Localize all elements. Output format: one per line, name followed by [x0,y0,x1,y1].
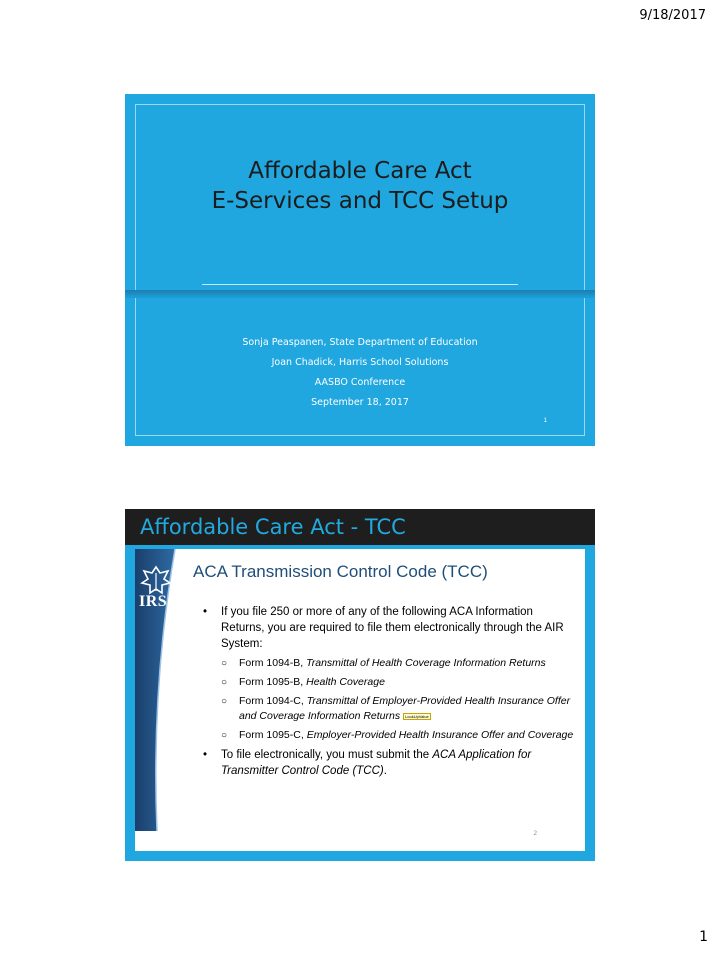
form-description: Transmittal of Employer-Provided Health Insurance Offer and Coverage Information Returns [239,695,571,722]
form-list-item [203,728,575,743]
lookup-tag: LookUpValue [405,713,429,719]
slide-title [125,156,595,216]
presenter-1: Sonja Peaspanen, State Department of Education [242,337,478,348]
screenshot-heading: ACA Transmission Control Code (TCC) [193,562,488,581]
bullet-dot-icon: • [203,606,208,618]
form-list-item [203,656,575,671]
form-description: Employer-Provided Health Insurance Offer and Coverage [306,729,574,741]
page-number: 1 [699,929,708,945]
bullet-item [203,604,575,652]
slide-number: 1 [543,418,547,424]
conference-name: AASBO Conference [314,377,406,388]
circle-bullet-icon: ○ [221,677,228,688]
form-name: Form 1095-B, [239,676,307,688]
title-rule [202,284,518,285]
slide-header-title: Affordable Care Act - TCC [140,515,406,539]
page-date: 9/18/2017 [639,8,706,23]
bullet-text-italic: ACA Application for Transmitter Control Code (TCC) [221,749,532,777]
form-name: Form 1094-C, [239,695,307,707]
form-name: Form 1094-B, [239,657,307,669]
circle-bullet-icon: ○ [221,658,228,669]
presenter-2: Joan Chadick, Harris School Solutions [271,357,449,368]
slide-title-line-2: E-Services and TCC Setup [211,188,509,214]
bullet-text-suffix: . [383,765,387,777]
form-description: Health Coverage [306,676,385,688]
slide-header [125,509,595,545]
bullet-text-prefix: To file electronically, you must submit the [221,749,433,761]
bullet-dot-icon: • [203,749,208,761]
circle-bullet-icon: ○ [221,730,228,741]
form-list-item [203,694,575,724]
slide-number: 2 [533,831,537,837]
irs-logo-text: IRS [139,593,168,610]
form-name: Form 1095-C, [239,729,307,741]
conference-date: September 18, 2017 [311,397,409,408]
embedded-screenshot [135,549,585,851]
title-slide [125,94,595,446]
form-list [203,656,575,743]
slide-title-line-1: Affordable Care Act [248,158,472,184]
slide-body [203,604,575,782]
circle-bullet-icon: ○ [221,696,228,707]
form-list-item [203,675,575,690]
slide-subtitle [125,333,595,413]
form-description: Transmittal of Health Coverage Information Returns [306,657,546,669]
content-slide [125,509,595,861]
bullet-text: If you file 250 or more of any of the following ACA Information Returns, you are required to file them electronically through the AIR System: [221,606,564,650]
bullet-item [203,747,575,779]
slide-divider-band [125,290,595,298]
